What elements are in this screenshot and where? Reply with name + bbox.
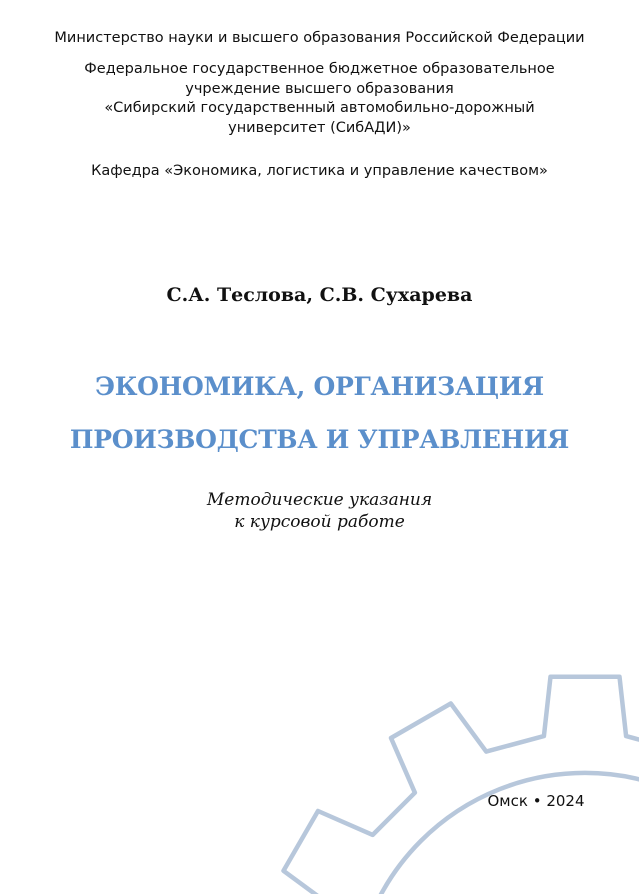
document-title [0,360,639,466]
city-year: Омск • 2024 [487,792,585,810]
ministry-name: Министерство науки и высшего образования Российской Федерации [54,30,585,46]
document-subtitle [0,489,639,533]
institution-line: университет (СибАДИ)» [228,119,411,136]
subtitle-line: Методические указания [206,490,433,510]
institution-line: «Сибирский государственный автомобильно-дорожный [104,100,535,116]
institution-name [0,60,639,138]
department-name: Кафедра «Экономика, логистика и управление качеством» [91,163,548,179]
subtitle-line: к курсовой работе [234,512,405,532]
authors: С.А. Теслова, С.В. Сухарева [166,284,473,306]
institution-line: Федеральное государственное бюджетное образовательное [84,61,555,77]
institution-line: учреждение высшего образования [185,80,454,97]
title-line: ЭКОНОМИКА, ОРГАНИЗАЦИЯ [95,372,544,401]
title-line: ПРОИЗВОДСТВА И УПРАВЛЕНИЯ [69,425,570,454]
